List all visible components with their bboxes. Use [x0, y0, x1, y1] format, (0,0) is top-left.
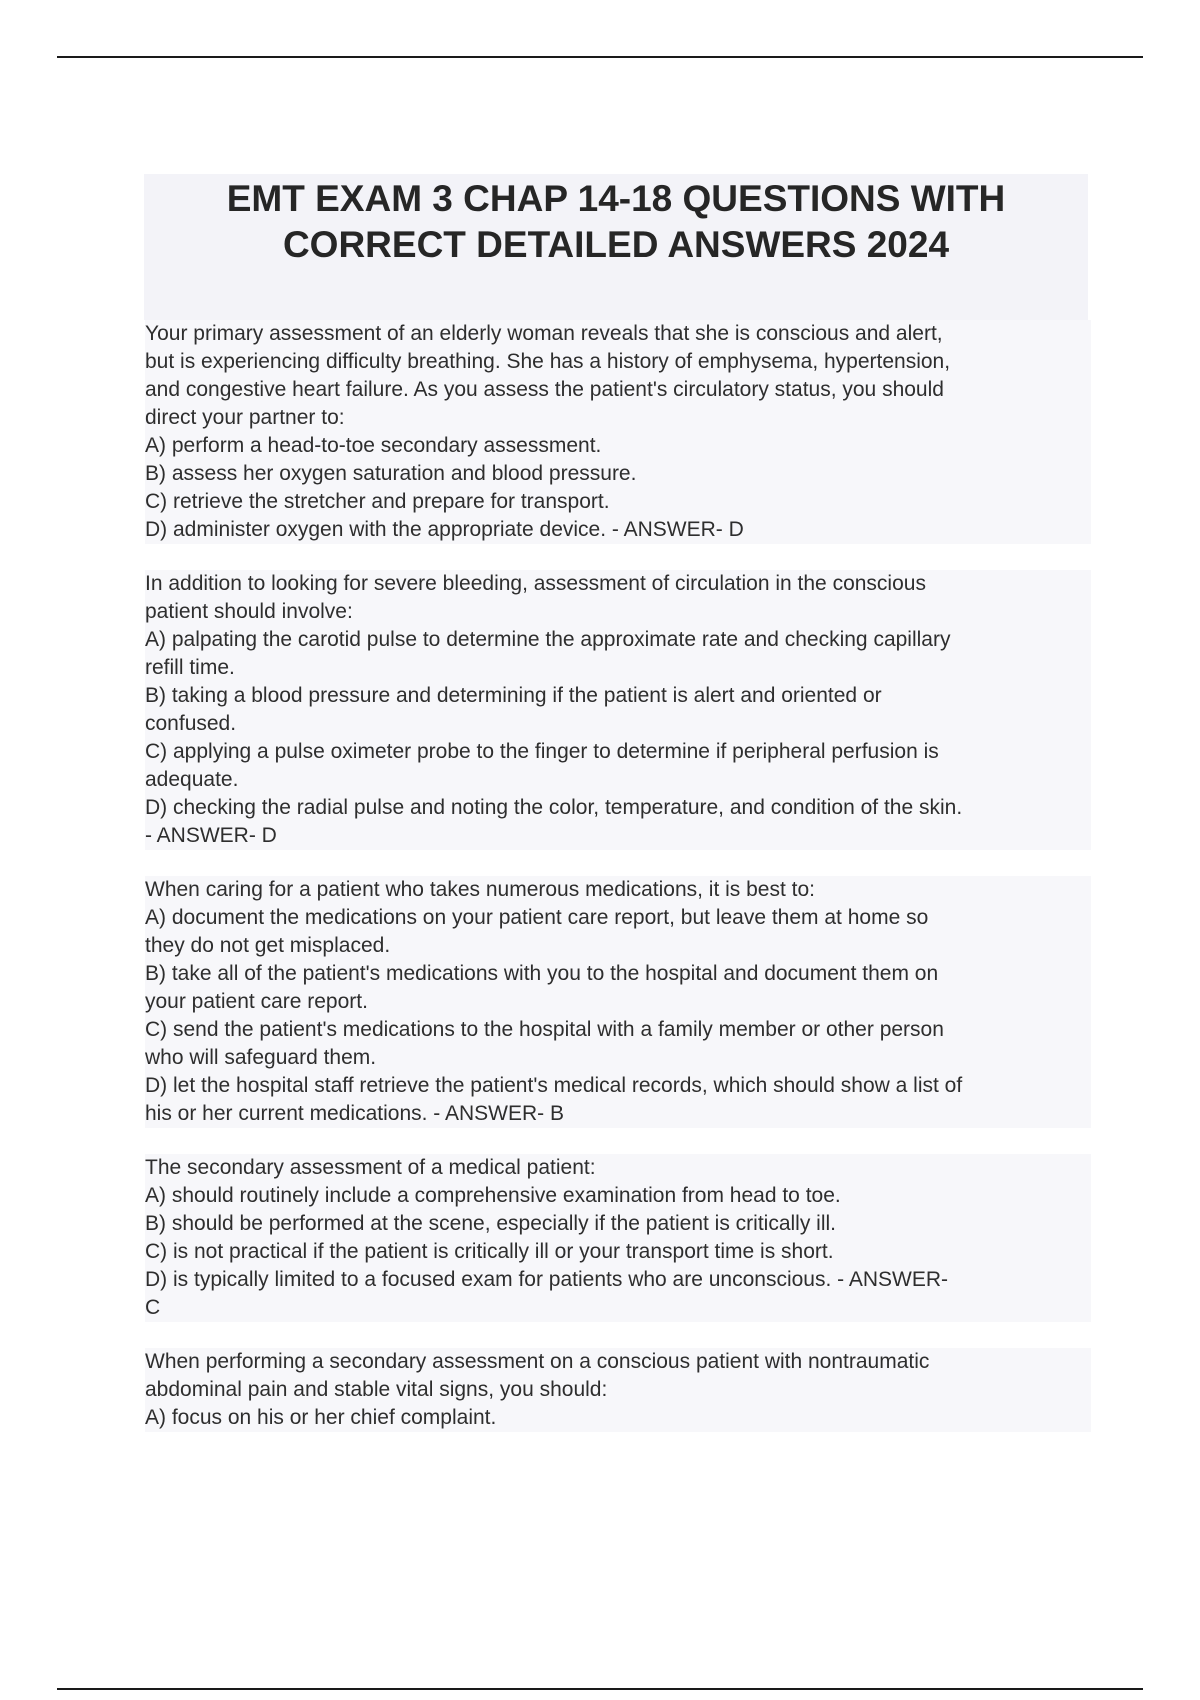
- answer-option: C) is not practical if the patient is critically ill or your transport time is short.: [145, 1238, 1091, 1266]
- answer-option: C) applying a pulse oximeter probe to the finger to determine if peripheral perfusion is: [145, 738, 1091, 766]
- question-line: abdominal pain and stable vital signs, you should:: [145, 1376, 1091, 1404]
- question-line: and congestive heart failure. As you assess the patient's circulatory status, you should: [145, 376, 1091, 404]
- answer-option: D) is typically limited to a focused exam for patients who are unconscious. - ANSWER-: [145, 1266, 1091, 1294]
- question-block: [145, 1154, 1091, 1322]
- title-block: [144, 174, 1088, 320]
- answer-option: D) let the hospital staff retrieve the patient's medical records, which should show a list of: [145, 1072, 1091, 1100]
- question-line: When caring for a patient who takes numerous medications, it is best to:: [145, 876, 1091, 904]
- answer-option: A) focus on his or her chief complaint.: [145, 1404, 1091, 1432]
- answer-option: adequate.: [145, 766, 1091, 794]
- bottom-rule: [57, 1688, 1143, 1690]
- question-line: When performing a secondary assessment on a conscious patient with nontraumatic: [145, 1348, 1091, 1376]
- answer-option: they do not get misplaced.: [145, 932, 1091, 960]
- answer-option: B) assess her oxygen saturation and blood pressure.: [145, 460, 1091, 488]
- answer-option: your patient care report.: [145, 988, 1091, 1016]
- question-line: In addition to looking for severe bleeding, assessment of circulation in the conscious: [145, 570, 1091, 598]
- page-title: [144, 176, 1088, 268]
- answer-option: his or her current medications. - ANSWER- B: [145, 1100, 1091, 1128]
- question-line: patient should involve:: [145, 598, 1091, 626]
- answer-option: A) should routinely include a comprehensive examination from head to toe.: [145, 1182, 1091, 1210]
- answer-option: C) retrieve the stretcher and prepare for transport.: [145, 488, 1091, 516]
- answer-key: - ANSWER- D: [145, 822, 1091, 850]
- question-block: [145, 1348, 1091, 1432]
- answer-option: C) send the patient's medications to the hospital with a family member or other person: [145, 1016, 1091, 1044]
- answer-option: who will safeguard them.: [145, 1044, 1091, 1072]
- question-line: direct your partner to:: [145, 404, 1091, 432]
- answer-key: C: [145, 1294, 1091, 1322]
- question-line: The secondary assessment of a medical patient:: [145, 1154, 1091, 1182]
- answer-option: D) administer oxygen with the appropriate device. - ANSWER- D: [145, 516, 1091, 544]
- title-line: CORRECT DETAILED ANSWERS 2024: [282, 224, 950, 265]
- answer-option: A) document the medications on your patient care report, but leave them at home so: [145, 904, 1091, 932]
- answer-option: D) checking the radial pulse and noting the color, temperature, and condition of the skin.: [145, 794, 1091, 822]
- question-block: [145, 320, 1091, 544]
- question-block: [145, 876, 1091, 1128]
- answer-option: B) take all of the patient's medications with you to the hospital and document them on: [145, 960, 1091, 988]
- title-line: EMT EXAM 3 CHAP 14-18 QUESTIONS WITH: [226, 178, 1006, 219]
- answer-option: B) taking a blood pressure and determining if the patient is alert and oriented or: [145, 682, 1091, 710]
- question-line: but is experiencing difficulty breathing. She has a history of emphysema, hypertension,: [145, 348, 1091, 376]
- top-rule: [57, 56, 1143, 58]
- answer-option: A) palpating the carotid pulse to determine the approximate rate and checking capillary: [145, 626, 1091, 654]
- answer-option: B) should be performed at the scene, especially if the patient is critically ill.: [145, 1210, 1091, 1238]
- question-list: [145, 320, 1091, 1458]
- answer-option: refill time.: [145, 654, 1091, 682]
- question-block: [145, 570, 1091, 850]
- answer-option: confused.: [145, 710, 1091, 738]
- answer-option: A) perform a head-to-toe secondary assessment.: [145, 432, 1091, 460]
- question-line: Your primary assessment of an elderly woman reveals that she is conscious and alert,: [145, 320, 1091, 348]
